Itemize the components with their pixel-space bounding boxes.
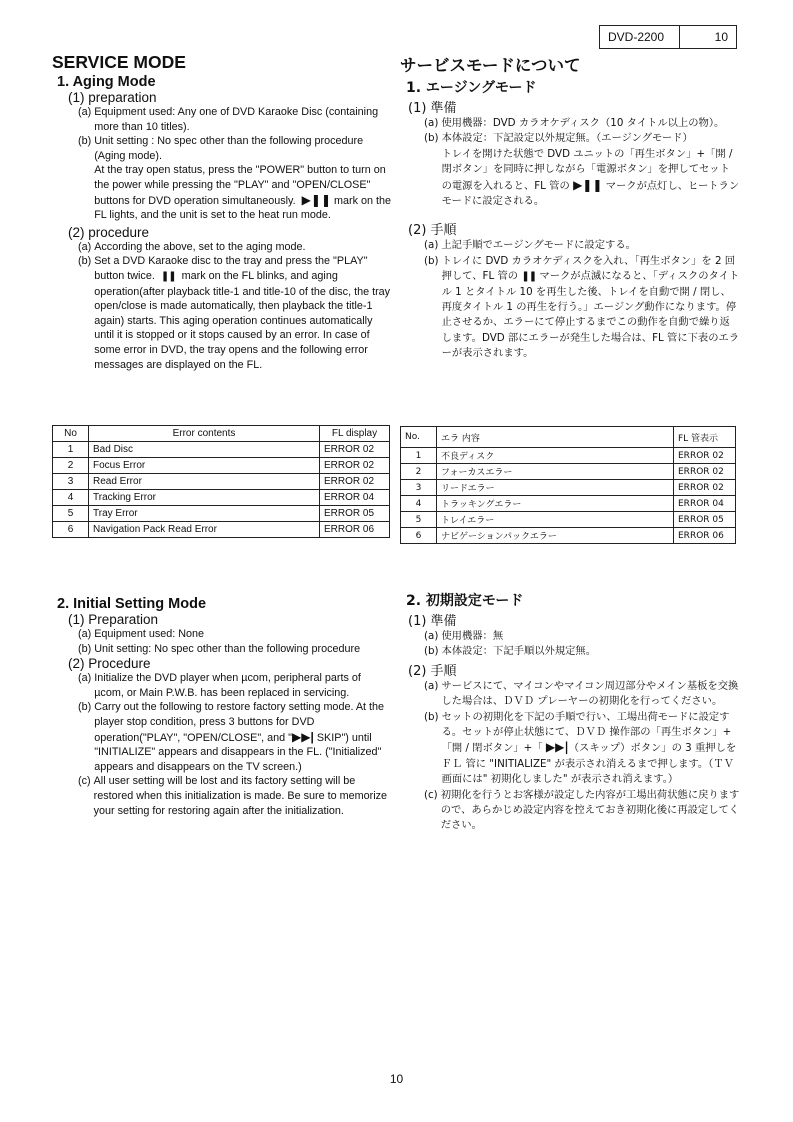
skip-icon: ▶▶| [545,740,569,755]
table-cell: Tray Error [89,506,320,522]
table-cell: ERROR 02 [674,448,736,464]
table-row [53,506,390,522]
table-row [401,448,736,464]
table-cell: 5 [401,512,437,528]
skip-icon: ▶▶| [292,729,314,744]
jp-aging-prep: (1) 準備 [408,101,457,116]
pause-icon: ❚❚ [160,270,176,282]
table-cell: ERROR 02 [320,474,390,490]
table-header-cell: エラ 内容 [437,427,674,448]
table-header-cell: No [53,426,89,442]
jp-init-section [400,590,740,834]
table-cell: 2 [53,458,89,474]
table-cell: 3 [401,480,437,496]
table-header-row [53,426,390,442]
en-aging-prep: (1) preparation [68,90,157,105]
en-init-prep: (1) Preparation [68,612,159,627]
table-cell: ナビゲーションパックエラー [437,528,674,544]
table-header-cell: No. [401,427,437,448]
table-cell: ERROR 04 [674,496,736,512]
page-number: 10 [389,1072,404,1086]
table-cell: ERROR 02 [674,464,736,480]
play-pause-icon: ▶❚❚ [301,192,331,207]
table-cell: 4 [401,496,437,512]
table-row [401,496,736,512]
jp-init-proc-c: (c) 初期化を行うとお客様が設定した内容が工場出荷状態に戻りますので、あらかじめ設定内容を控えておき初期化後に再設定してください。 [424,788,740,832]
en-init-proc-b: (b) Carry out the following to restore factory setting mode. At the player stop condition, press 3 buttons for DVD operation("PLAY", "OPEN/CLOSE", and "▶▶| SKIP") until "INITIALIZE" appears and disappears in the FL. ("Initialized" appears and disappears on the TV screen.) [78,701,385,773]
table-row [53,458,390,474]
table-cell: Bad Disc [89,442,320,458]
jp-init-proc-b: (b) セットの初期化を下記の手順で行い、工場出荷モードに設定する。セットが停止状態にて、ＤＶＤ 操作部の「再生ボタン」+「開 / 閉ボタン」+「 ▶▶|（スキップ）ボタン」の 3 重押しを ＦＬ 管に "INITIALIZE" が表示され消えるまで押します。（ＴＶ 画面には" 初期化しました" が表示され消えます。） [424,710,737,786]
en-init-prep-b: (b) Unit setting: No spec other than the following procedure [78,642,361,655]
table-row [53,522,390,538]
model-number: DVD-2200 [600,26,680,48]
table-cell: Tracking Error [89,490,320,506]
jp-aging-section [400,52,740,362]
table-header-cell: FL 管表示 [674,427,736,448]
jp-aging-proc: (2) 手順 [408,223,457,239]
jp-init-prep-b: (b) 本体設定：下記手順以外規定無。 [424,645,597,658]
table-cell: 不良ディスク [437,448,674,464]
table-cell: ERROR 05 [320,506,390,522]
table-cell: リードエラー [437,480,674,496]
table-row [401,528,736,544]
table-cell: ERROR 04 [320,490,390,506]
jp-aging-proc-b: (b) トレイに DVD カラオケディスクを入れ、「再生ボタン」を 2 回押して、FL 管の ❚❚ マークが点滅になると、「ディスクのタイトル 1 とタイトル 10 を再生した後、トレイを自動で開 / 閉し、再度タイトル 1 の再生を行う。」エージング動作になります。停止させるか、エラーにて停止するまでこの動作を自動で繰り返します。DVD 部にエラーが発生した場合は、FL 管に下表のエラーが表示されます。 [424,254,740,360]
table-cell: 2 [401,464,437,480]
table-cell: ERROR 06 [674,528,736,544]
en-aging-prep-b: (b) Unit setting : No spec other than the following procedure (Aging mode). At the tray open status, press the "POWER" button to turn on the power while pressing the "PLAY" and "OPEN/CLOSE" buttons for DVD operation simultaneously. ▶❚❚ mark on the FL lights, and the unit is set to the heat run mode. [78,135,392,222]
table-cell: ERROR 02 [320,442,390,458]
en-title: SERVICE MODE [52,52,186,72]
table-cell: 6 [53,522,89,538]
header-box [599,25,737,49]
table-cell: ERROR 05 [674,512,736,528]
en-init-proc-c: (c) All user setting will be lost and its factory setting will be restored when this initialization is made. Be sure to memorize your setting for restoring again after the initialization. [78,775,388,817]
table-cell: ERROR 02 [320,458,390,474]
table-row [53,442,390,458]
jp-init-proc: (2) 手順 [408,663,457,679]
en-init-proc: (2) Procedure [68,656,151,672]
en-aging-proc: (2) procedure [68,224,150,240]
pause-icon: ❚❚ [521,271,537,283]
en-error-table [52,425,390,538]
table-cell: Navigation Pack Read Error [89,522,320,538]
table-row [401,512,736,528]
table-cell: 6 [401,528,437,544]
jp-title: サービスモードについて [400,56,581,75]
table-header-row [401,427,736,448]
table-cell: Read Error [89,474,320,490]
header-page-number: 10 [714,30,728,44]
table-header-cell: FL display [320,426,390,442]
table-cell: 5 [53,506,89,522]
en-aging-heading: 1. Aging Mode [57,74,156,90]
en-init-heading: 2. Initial Setting Mode [57,596,207,612]
table-cell: フォーカスエラー [437,464,674,480]
table-cell: ERROR 02 [674,480,736,496]
table-cell: ERROR 06 [320,522,390,538]
jp-aging-prep-b: (b) 本体設定：下記設定以外規定無。（エージングモード） トレイを開けた状態で DVD ユニットの「再生ボタン」+「開 / 閉ボタン」を同時に押しながら「電源ボタン」を押してセットの電源を入れると、FL 管の ▶❚❚ マークが点灯し、ヒートランモードに設定される。 [424,132,740,208]
jp-aging-prep-a: (a) 使用機器：DVD カラオケディスク（10 タイトル以上の物）。 [424,117,725,129]
table-cell: 3 [53,474,89,490]
table-cell: 1 [401,448,437,464]
en-aging-proc-a: (a) According the above, set to the aging mode. [78,240,306,253]
jp-aging-proc-a: (a) 上記手順でエージングモードに設定する。 [424,239,636,252]
table-cell: 4 [53,490,89,506]
en-init-proc-a: (a) Initialize the DVD player when µcom, peripheral parts of µcom, or Main P.W.B. has been replaced in servicing. [78,672,361,699]
table-cell: 1 [53,442,89,458]
jp-init-prep: (1) 準備 [408,614,457,629]
play-pause-icon: ▶❚❚ [573,177,603,192]
jp-init-proc-a: (a) サービスにて、マイコンやマイコン周辺部分やメイン基板を交換した場合は、ＤＶＤ プレーヤーの初期化を行ってください。 [424,679,739,708]
table-cell: Focus Error [89,458,320,474]
jp-init-heading: 2. 初期設定モード [406,593,524,609]
table-row [53,474,390,490]
table-row [401,480,736,496]
en-aging-proc-b: (b) Set a DVD Karaoke disc to the tray and press the "PLAY" button twice. ❚❚ mark on the FL blinks, and aging operation(after playback title-1 and title-10 of the disc, the tray open/close is made automatically, then playback the title-1 again) starts. This aging operation continues automatically until it is stopped or it stops caused by an error. In case of some error in DVD, the tray opens and the following error messages are displayed on the FL. [78,255,391,371]
en-init-prep-a: (a) Equipment used: None [78,628,205,640]
jp-error-table [400,426,736,544]
table-row [53,490,390,506]
table-cell: トラッキングエラー [437,496,674,512]
table-cell: トレイエラー [437,512,674,528]
table-header-cell: Error contents [89,426,320,442]
en-aging-prep-a: (a) Equipment used: Any one of DVD Karaoke Disc (containing more than 10 titles). [78,106,379,133]
table-row [401,464,736,480]
en-aging-section [52,52,392,372]
jp-aging-heading: 1. エージングモード [406,80,537,96]
jp-init-prep-a: (a) 使用機器：無 [424,630,504,642]
en-init-section [52,596,392,818]
